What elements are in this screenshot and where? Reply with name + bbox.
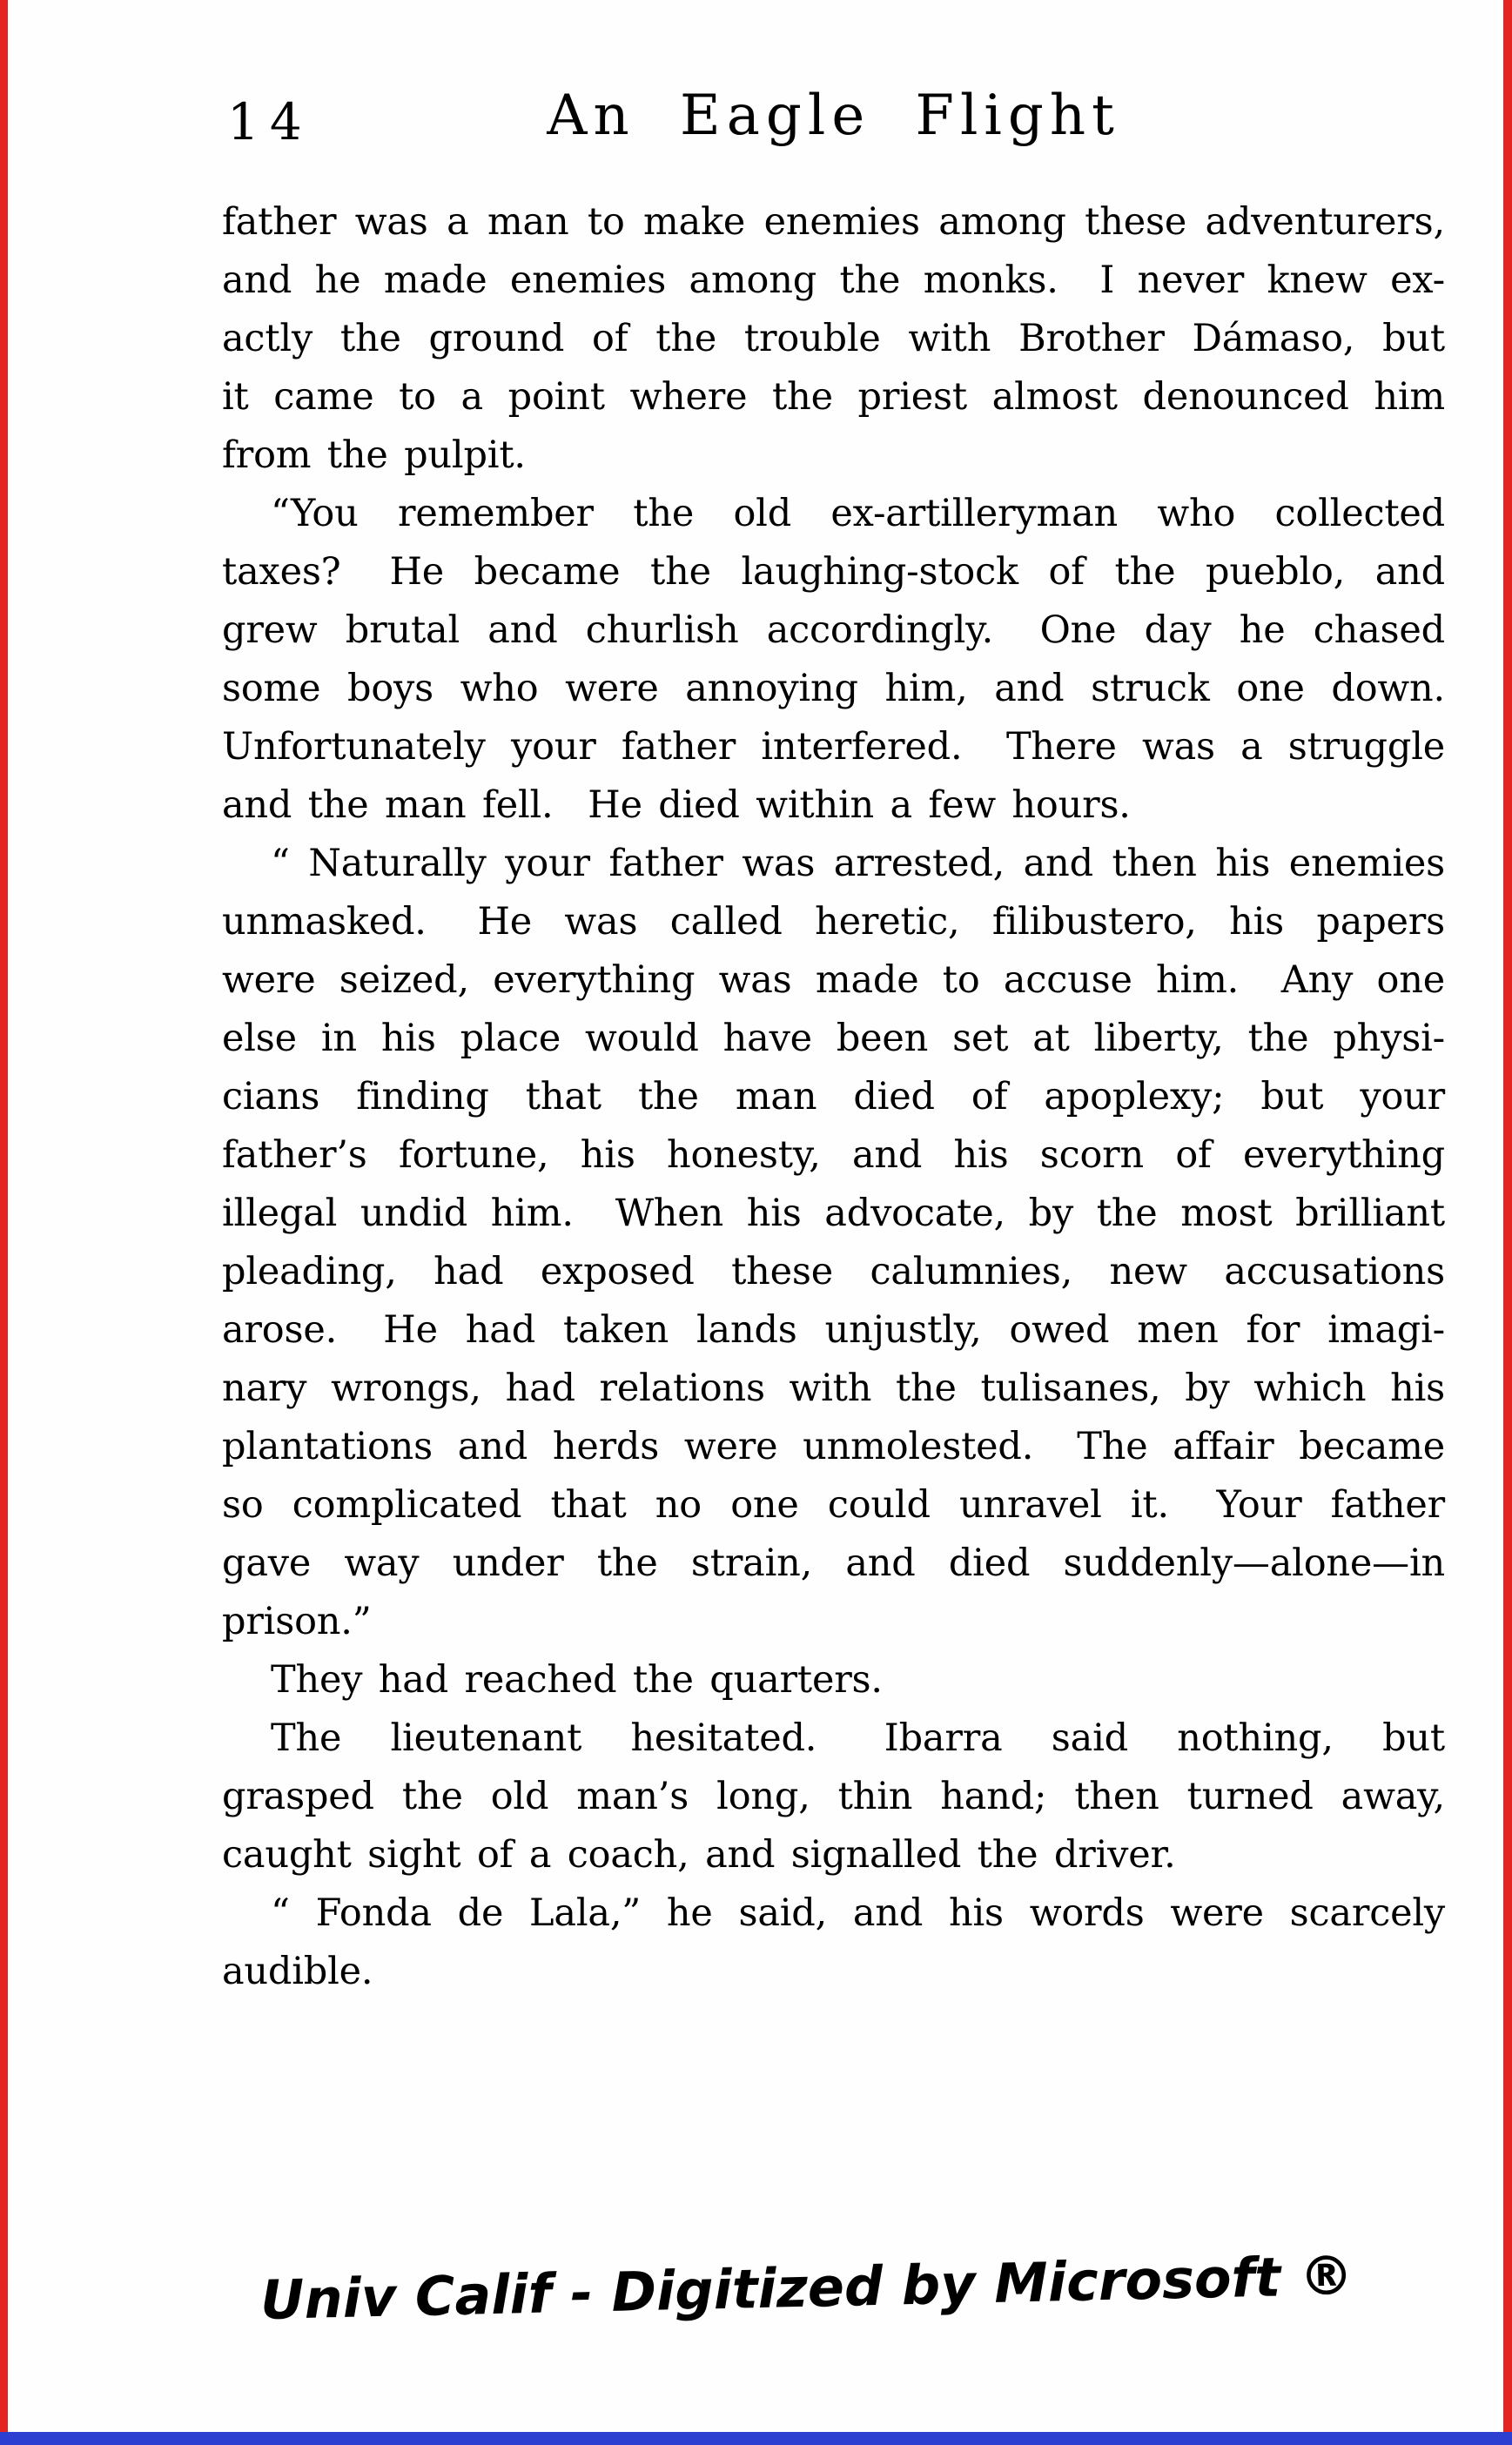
scan-edge-bottom-bar bbox=[0, 2432, 1512, 2445]
text-line: else in his place would have been set at liberty, the physi- bbox=[222, 1017, 1445, 1060]
text-line: Unfortunately your father interfered. There was a struggle bbox=[222, 725, 1445, 769]
text-line: cians finding that the man died of apoplexy; but your bbox=[222, 1075, 1445, 1118]
text-line: pleading, had exposed these calumnies, new accusations bbox=[222, 1250, 1445, 1293]
page-header bbox=[222, 84, 1445, 162]
scan-edge-left-stripe bbox=[0, 0, 8, 2445]
text-line: grasped the old man’s long, thin hand; then turned away, bbox=[222, 1775, 1445, 1818]
text-line: grew brutal and churlish accordingly. One day he chased bbox=[222, 608, 1445, 652]
text-line: “You remember the old ex-artilleryman who collected bbox=[271, 492, 1445, 535]
text-line: “ Fonda de Lala,” he said, and his words were scarcely bbox=[271, 1891, 1445, 1935]
text-line: prison.” bbox=[222, 1600, 372, 1643]
text-line: They had reached the quarters. bbox=[271, 1658, 883, 1702]
text-line: father’s fortune, his honesty, and his scorn of everything bbox=[222, 1133, 1445, 1177]
text-line: it came to a point where the priest almost denounced him bbox=[222, 375, 1445, 419]
page-body-text bbox=[222, 193, 1445, 2001]
text-line: so complicated that no one could unravel it. Your father bbox=[222, 1483, 1445, 1527]
text-line: arose. He had taken lands unjustly, owed men for imagi- bbox=[222, 1308, 1445, 1352]
text-line: The lieutenant hesitated. Ibarra said nothing, but bbox=[271, 1716, 1445, 1760]
scan-edge-right-stripe bbox=[1503, 0, 1512, 2445]
digitization-watermark: Univ Calif - Digitized by Microsoft ® bbox=[259, 2243, 1354, 2332]
text-line: and the man fell. He died within a few hours. bbox=[222, 783, 1131, 827]
text-line: were seized, everything was made to accuse him. Any one bbox=[222, 958, 1445, 1002]
text-line: unmasked. He was called heretic, filibustero, his papers bbox=[222, 900, 1445, 944]
text-line: and he made enemies among the monks. I never knew ex- bbox=[222, 259, 1445, 302]
text-line: taxes? He became the laughing-stock of the pueblo, and bbox=[222, 550, 1445, 594]
page-number: 14 bbox=[227, 92, 312, 151]
text-line: audible. bbox=[222, 1950, 373, 1993]
text-line: plantations and herds were unmolested. The affair became bbox=[222, 1425, 1445, 1468]
text-line: from the pulpit. bbox=[222, 433, 526, 477]
text-line: illegal undid him. When his advocate, by the most brilliant bbox=[222, 1192, 1445, 1235]
page-title: An Eagle Flight bbox=[547, 84, 1120, 148]
text-line: caught sight of a coach, and signalled the driver. bbox=[222, 1833, 1176, 1877]
text-line: gave way under the strain, and died suddenly—alone—in bbox=[222, 1542, 1445, 1585]
text-line: father was a man to make enemies among these adventurers, bbox=[222, 200, 1445, 244]
text-line: actly the ground of the trouble with Brother Dámaso, but bbox=[222, 317, 1445, 360]
text-line: some boys who were annoying him, and struck one down. bbox=[222, 667, 1445, 710]
text-line: nary wrongs, had relations with the tulisanes, by which his bbox=[222, 1367, 1445, 1410]
text-line: “ Naturally your father was arrested, and then his enemies bbox=[271, 842, 1445, 885]
